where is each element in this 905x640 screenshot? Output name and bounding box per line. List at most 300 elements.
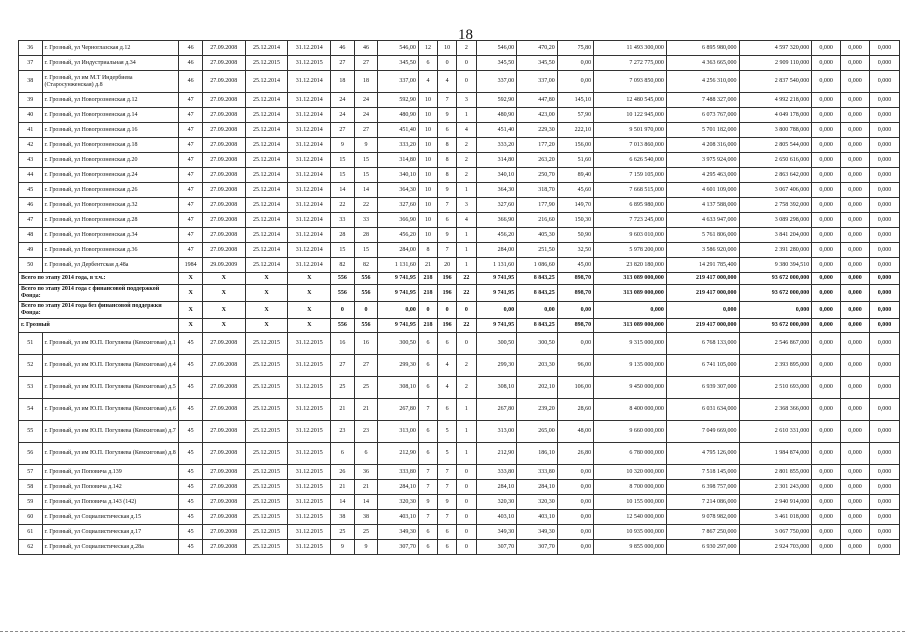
cell-i: 75,80 bbox=[557, 41, 593, 56]
cell-j: 7 668 515,000 bbox=[594, 183, 667, 198]
summary-cell-x4: X bbox=[288, 273, 331, 285]
cell-d: 10 bbox=[418, 138, 437, 153]
cell-h: 318,70 bbox=[517, 183, 558, 198]
cell-b: 15 bbox=[354, 243, 378, 258]
summary-cell-x3: X bbox=[245, 285, 288, 302]
cell-m: 0,000 bbox=[812, 213, 841, 228]
cell-b: 22 bbox=[354, 198, 378, 213]
cell-j: 8 700 000,000 bbox=[594, 480, 667, 495]
summary-cell-o: 0,000 bbox=[869, 285, 899, 302]
cell-d: 10 bbox=[418, 183, 437, 198]
cell-l: 2 650 616,000 bbox=[739, 153, 812, 168]
cell-m: 0,000 bbox=[812, 108, 841, 123]
cell-o: 0,000 bbox=[869, 56, 899, 71]
cell-b: 18 bbox=[354, 71, 378, 93]
cell-k: 4 795 126,000 bbox=[666, 443, 739, 465]
cell-d1: 27.09.2008 bbox=[202, 399, 245, 421]
cell-g: 345,50 bbox=[476, 56, 517, 71]
cell-m: 0,000 bbox=[812, 153, 841, 168]
cell-a: 14 bbox=[331, 495, 355, 510]
cell-a: 82 bbox=[331, 258, 355, 273]
cell-d3: 31.12.2014 bbox=[288, 213, 331, 228]
summary-cell-x3: X bbox=[245, 319, 288, 333]
cell-b: 9 bbox=[354, 540, 378, 555]
cell-o: 0,000 bbox=[869, 71, 899, 93]
cell-h: 251,50 bbox=[517, 243, 558, 258]
summary-cell-o: 0,000 bbox=[869, 273, 899, 285]
cell-m: 0,000 bbox=[812, 138, 841, 153]
cell-m: 0,000 bbox=[812, 168, 841, 183]
cell-o: 0,000 bbox=[869, 243, 899, 258]
cell-e: 4 bbox=[438, 355, 457, 377]
cell-i: 45,00 bbox=[557, 258, 593, 273]
table-row bbox=[19, 243, 900, 258]
cell-o: 0,000 bbox=[869, 93, 899, 108]
cell-n: 0,000 bbox=[841, 399, 870, 421]
cell-addr: г. Грозный, ул им Ю.П. Погуляева (Кемхиговая) д.1 bbox=[42, 333, 179, 355]
cell-year: 47 bbox=[179, 228, 203, 243]
cell-n: 0,000 bbox=[841, 41, 870, 56]
cell-d1: 27.09.2008 bbox=[202, 377, 245, 399]
cell-k: 3 586 920,000 bbox=[666, 243, 739, 258]
cell-d2: 25.12.2015 bbox=[245, 465, 288, 480]
cell-k: 7 214 086,000 bbox=[666, 495, 739, 510]
cell-m: 0,000 bbox=[812, 333, 841, 355]
cell-l: 4 597 320,000 bbox=[739, 41, 812, 56]
cell-addr: г. Грозный, ул Черноглазская д.12 bbox=[42, 41, 179, 56]
cell-i: 0,00 bbox=[557, 540, 593, 555]
cell-l: 2 546 867,000 bbox=[739, 333, 812, 355]
cell-d2: 25.12.2014 bbox=[245, 93, 288, 108]
cell-d2: 25.12.2014 bbox=[245, 183, 288, 198]
cell-d3: 31.12.2015 bbox=[288, 510, 331, 525]
cell-f: 0 bbox=[457, 495, 476, 510]
summary-cell-m: 0,000 bbox=[812, 273, 841, 285]
cell-j: 7 272 775,000 bbox=[594, 56, 667, 71]
cell-b: 46 bbox=[354, 41, 378, 56]
summary-cell-j: 313 089 000,000 bbox=[594, 285, 667, 302]
cell-l: 2 610 331,000 bbox=[739, 421, 812, 443]
cell-l: 2 758 392,000 bbox=[739, 198, 812, 213]
cell-n: 0,000 bbox=[841, 525, 870, 540]
cell-c: 320,30 bbox=[378, 495, 419, 510]
cell-addr: г. Грозный, ул Новогрозненская д.32 bbox=[42, 198, 179, 213]
cell-c: 284,00 bbox=[378, 243, 419, 258]
summary-cell-o: 0,000 bbox=[869, 302, 899, 319]
cell-no: 48 bbox=[19, 228, 43, 243]
cell-n: 0,000 bbox=[841, 168, 870, 183]
summary-cell-k: 219 417 000,000 bbox=[666, 285, 739, 302]
cell-no: 45 bbox=[19, 183, 43, 198]
cell-d3: 31.12.2015 bbox=[288, 377, 331, 399]
cell-l: 2 924 703,000 bbox=[739, 540, 812, 555]
cell-d1: 27.09.2008 bbox=[202, 56, 245, 71]
cell-l: 4 049 178,000 bbox=[739, 108, 812, 123]
summary-cell-x3: X bbox=[245, 273, 288, 285]
cell-m: 0,000 bbox=[812, 465, 841, 480]
cell-d1: 27.09.2008 bbox=[202, 443, 245, 465]
cell-d: 10 bbox=[418, 153, 437, 168]
cell-d3: 31.12.2014 bbox=[288, 228, 331, 243]
cell-g: 284,10 bbox=[476, 480, 517, 495]
cell-h: 202,10 bbox=[517, 377, 558, 399]
cell-no: 41 bbox=[19, 123, 43, 138]
summary-row bbox=[19, 302, 900, 319]
cell-m: 0,000 bbox=[812, 443, 841, 465]
cell-no: 36 bbox=[19, 41, 43, 56]
cell-j: 9 855 000,000 bbox=[594, 540, 667, 555]
cell-j: 10 320 000,000 bbox=[594, 465, 667, 480]
cell-no: 44 bbox=[19, 168, 43, 183]
cell-d3: 31.12.2014 bbox=[288, 243, 331, 258]
cell-d2: 25.12.2015 bbox=[245, 495, 288, 510]
cell-addr: г. Грозный, ул им Ю.П. Погуляева (Кемхиговая) д.7 bbox=[42, 421, 179, 443]
cell-b: 36 bbox=[354, 465, 378, 480]
summary-cell-n: 0,000 bbox=[841, 319, 870, 333]
cell-year: 1984 bbox=[179, 258, 203, 273]
cell-a: 21 bbox=[331, 480, 355, 495]
cell-l: 3 461 018,000 bbox=[739, 510, 812, 525]
summary-cell-h: 8 843,25 bbox=[517, 319, 558, 333]
summary-cell-x4: X bbox=[288, 319, 331, 333]
cell-k: 6 398 757,000 bbox=[666, 480, 739, 495]
cell-c: 267,80 bbox=[378, 399, 419, 421]
cell-g: 307,70 bbox=[476, 540, 517, 555]
table-row bbox=[19, 377, 900, 399]
cell-n: 0,000 bbox=[841, 123, 870, 138]
cell-k: 4 363 665,000 bbox=[666, 56, 739, 71]
table-row bbox=[19, 138, 900, 153]
cell-c: 314,80 bbox=[378, 153, 419, 168]
cell-j: 12 480 545,000 bbox=[594, 93, 667, 108]
cell-l: 3 089 298,000 bbox=[739, 213, 812, 228]
summary-cell-e: 196 bbox=[438, 319, 457, 333]
summary-cell-a: 0 bbox=[331, 302, 355, 319]
cell-k: 6 939 307,000 bbox=[666, 377, 739, 399]
page-number: 18 bbox=[458, 27, 473, 43]
table-row bbox=[19, 540, 900, 555]
cell-g: 267,80 bbox=[476, 399, 517, 421]
cell-c: 546,00 bbox=[378, 41, 419, 56]
summary-cell-a: 556 bbox=[331, 273, 355, 285]
cell-a: 26 bbox=[331, 465, 355, 480]
cell-d3: 31.12.2014 bbox=[288, 138, 331, 153]
cell-o: 0,000 bbox=[869, 355, 899, 377]
table-row bbox=[19, 93, 900, 108]
cell-k: 9 078 982,000 bbox=[666, 510, 739, 525]
cell-g: 456,20 bbox=[476, 228, 517, 243]
cell-d3: 31.12.2015 bbox=[288, 443, 331, 465]
cell-b: 27 bbox=[354, 123, 378, 138]
summary-cell-c: 9 741,95 bbox=[378, 319, 419, 333]
cell-addr: г. Грозный, ул Новогрозненская д.34 bbox=[42, 228, 179, 243]
cell-b: 14 bbox=[354, 183, 378, 198]
cell-k: 6 930 297,000 bbox=[666, 540, 739, 555]
summary-cell-f: 22 bbox=[457, 319, 476, 333]
cell-l: 2 863 642,000 bbox=[739, 168, 812, 183]
cell-b: 24 bbox=[354, 108, 378, 123]
cell-e: 5 bbox=[438, 421, 457, 443]
cell-m: 0,000 bbox=[812, 228, 841, 243]
cell-f: 0 bbox=[457, 333, 476, 355]
cell-d3: 31.12.2014 bbox=[288, 41, 331, 56]
summary-cell-j: 313 089 000,000 bbox=[594, 273, 667, 285]
cell-e: 4 bbox=[438, 71, 457, 93]
cell-j: 6 780 000,000 bbox=[594, 443, 667, 465]
cell-addr: г. Грозный, ул Новогрозненская д.12 bbox=[42, 93, 179, 108]
cell-n: 0,000 bbox=[841, 243, 870, 258]
cell-o: 0,000 bbox=[869, 399, 899, 421]
cell-d1: 27.09.2008 bbox=[202, 183, 245, 198]
cell-b: 38 bbox=[354, 510, 378, 525]
cell-h: 345,50 bbox=[517, 56, 558, 71]
summary-cell-k: 0,000 bbox=[666, 302, 739, 319]
cell-d3: 31.12.2014 bbox=[288, 258, 331, 273]
cell-h: 265,00 bbox=[517, 421, 558, 443]
cell-d1: 27.09.2008 bbox=[202, 198, 245, 213]
cell-a: 23 bbox=[331, 421, 355, 443]
cell-f: 1 bbox=[457, 228, 476, 243]
cell-j: 9 501 970,000 bbox=[594, 123, 667, 138]
cell-m: 0,000 bbox=[812, 71, 841, 93]
cell-h: 300,50 bbox=[517, 333, 558, 355]
cell-addr: г. Грозный, ул им Ю.П. Погуляева (Кемхиговая) д.8 bbox=[42, 443, 179, 465]
cell-no: 49 bbox=[19, 243, 43, 258]
cell-h: 239,20 bbox=[517, 399, 558, 421]
table-body bbox=[19, 41, 900, 555]
cell-i: 51,60 bbox=[557, 153, 593, 168]
cell-i: 222,10 bbox=[557, 123, 593, 138]
cell-d3: 31.12.2015 bbox=[288, 465, 331, 480]
cell-year: 45 bbox=[179, 495, 203, 510]
cell-g: 314,80 bbox=[476, 153, 517, 168]
summary-cell-g: 9 741,95 bbox=[476, 273, 517, 285]
cell-j: 9 450 000,000 bbox=[594, 377, 667, 399]
cell-o: 0,000 bbox=[869, 108, 899, 123]
cell-k: 4 295 463,000 bbox=[666, 168, 739, 183]
cell-h: 1 086,60 bbox=[517, 258, 558, 273]
cell-e: 8 bbox=[438, 168, 457, 183]
cell-a: 9 bbox=[331, 540, 355, 555]
cell-h: 405,30 bbox=[517, 228, 558, 243]
cell-i: 32,50 bbox=[557, 243, 593, 258]
cell-l: 2 301 243,000 bbox=[739, 480, 812, 495]
summary-row bbox=[19, 319, 900, 333]
cell-i: 0,00 bbox=[557, 71, 593, 93]
summary-cell-h: 8 843,25 bbox=[517, 285, 558, 302]
cell-a: 15 bbox=[331, 243, 355, 258]
cell-h: 186,10 bbox=[517, 443, 558, 465]
cell-d1: 27.09.2008 bbox=[202, 243, 245, 258]
cell-e: 7 bbox=[438, 243, 457, 258]
table-row bbox=[19, 153, 900, 168]
cell-h: 284,10 bbox=[517, 480, 558, 495]
cell-d2: 25.12.2014 bbox=[245, 71, 288, 93]
cell-no: 57 bbox=[19, 465, 43, 480]
cell-e: 7 bbox=[438, 510, 457, 525]
cell-year: 46 bbox=[179, 56, 203, 71]
cell-g: 1 131,60 bbox=[476, 258, 517, 273]
cell-o: 0,000 bbox=[869, 525, 899, 540]
summary-cell-l: 93 672 000,000 bbox=[739, 273, 812, 285]
cell-k: 4 256 310,000 bbox=[666, 71, 739, 93]
summary-cell-x1: X bbox=[179, 273, 203, 285]
cell-j: 9 315 000,000 bbox=[594, 333, 667, 355]
cell-d: 10 bbox=[418, 213, 437, 228]
cell-i: 150,30 bbox=[557, 213, 593, 228]
summary-label: Всего по этапу 2014 года без финансовой поддержки Фонда: bbox=[19, 302, 179, 319]
cell-f: 1 bbox=[457, 421, 476, 443]
cell-e: 5 bbox=[438, 443, 457, 465]
cell-g: 451,40 bbox=[476, 123, 517, 138]
cell-d: 6 bbox=[418, 56, 437, 71]
cell-b: 24 bbox=[354, 93, 378, 108]
cell-g: 212,90 bbox=[476, 443, 517, 465]
cell-f: 1 bbox=[457, 443, 476, 465]
summary-cell-f: 0 bbox=[457, 302, 476, 319]
cell-b: 27 bbox=[354, 355, 378, 377]
cell-c: 1 131,60 bbox=[378, 258, 419, 273]
summary-cell-f: 22 bbox=[457, 273, 476, 285]
cell-c: 456,20 bbox=[378, 228, 419, 243]
cell-d: 7 bbox=[418, 480, 437, 495]
cell-year: 47 bbox=[179, 243, 203, 258]
cell-d3: 31.12.2014 bbox=[288, 198, 331, 213]
cell-j: 6 626 540,000 bbox=[594, 153, 667, 168]
summary-cell-m: 0,000 bbox=[812, 285, 841, 302]
cell-m: 0,000 bbox=[812, 93, 841, 108]
cell-g: 313,00 bbox=[476, 421, 517, 443]
table-row bbox=[19, 183, 900, 198]
cell-o: 0,000 bbox=[869, 377, 899, 399]
cell-l: 2 837 540,000 bbox=[739, 71, 812, 93]
cell-d3: 31.12.2014 bbox=[288, 183, 331, 198]
cell-d3: 31.12.2014 bbox=[288, 153, 331, 168]
cell-n: 0,000 bbox=[841, 421, 870, 443]
cell-j: 23 820 180,000 bbox=[594, 258, 667, 273]
table-row bbox=[19, 480, 900, 495]
cell-l: 2 368 366,000 bbox=[739, 399, 812, 421]
cell-year: 46 bbox=[179, 41, 203, 56]
cell-year: 45 bbox=[179, 399, 203, 421]
cell-c: 300,50 bbox=[378, 333, 419, 355]
cell-e: 9 bbox=[438, 183, 457, 198]
summary-cell-x1: X bbox=[179, 285, 203, 302]
cell-g: 300,50 bbox=[476, 333, 517, 355]
cell-d3: 31.12.2015 bbox=[288, 421, 331, 443]
cell-e: 6 bbox=[438, 540, 457, 555]
cell-d: 10 bbox=[418, 123, 437, 138]
cell-no: 56 bbox=[19, 443, 43, 465]
cell-i: 0,00 bbox=[557, 495, 593, 510]
cell-o: 0,000 bbox=[869, 168, 899, 183]
cell-year: 45 bbox=[179, 421, 203, 443]
cell-k: 7 049 669,000 bbox=[666, 421, 739, 443]
cell-a: 21 bbox=[331, 399, 355, 421]
cell-no: 38 bbox=[19, 71, 43, 93]
cell-n: 0,000 bbox=[841, 138, 870, 153]
cell-d2: 25.12.2014 bbox=[245, 138, 288, 153]
cell-f: 0 bbox=[457, 510, 476, 525]
cell-n: 0,000 bbox=[841, 71, 870, 93]
cell-g: 333,20 bbox=[476, 138, 517, 153]
cell-a: 22 bbox=[331, 198, 355, 213]
cell-j: 9 603 010,000 bbox=[594, 228, 667, 243]
cell-e: 7 bbox=[438, 465, 457, 480]
cell-i: 149,70 bbox=[557, 198, 593, 213]
cell-l: 2 391 280,000 bbox=[739, 243, 812, 258]
cell-j: 7 093 850,000 bbox=[594, 71, 667, 93]
cell-year: 45 bbox=[179, 355, 203, 377]
cell-year: 47 bbox=[179, 168, 203, 183]
cell-d: 6 bbox=[418, 525, 437, 540]
cell-addr: г. Грозный, ул Новогрозненская д.28 bbox=[42, 213, 179, 228]
cell-no: 54 bbox=[19, 399, 43, 421]
cell-f: 2 bbox=[457, 377, 476, 399]
cell-o: 0,000 bbox=[869, 138, 899, 153]
cell-d2: 25.12.2014 bbox=[245, 258, 288, 273]
cell-i: 156,00 bbox=[557, 138, 593, 153]
cell-d3: 31.12.2014 bbox=[288, 93, 331, 108]
cell-m: 0,000 bbox=[812, 41, 841, 56]
cell-year: 47 bbox=[179, 213, 203, 228]
cell-a: 16 bbox=[331, 333, 355, 355]
cell-b: 14 bbox=[354, 495, 378, 510]
cell-m: 0,000 bbox=[812, 243, 841, 258]
cell-year: 47 bbox=[179, 108, 203, 123]
cell-e: 9 bbox=[438, 495, 457, 510]
cell-l: 2 510 693,000 bbox=[739, 377, 812, 399]
summary-cell-x2: X bbox=[202, 285, 245, 302]
cell-f: 2 bbox=[457, 355, 476, 377]
cell-h: 177,20 bbox=[517, 138, 558, 153]
cell-e: 0 bbox=[438, 56, 457, 71]
cell-i: 0,00 bbox=[557, 510, 593, 525]
cell-i: 45,60 bbox=[557, 183, 593, 198]
cell-n: 0,000 bbox=[841, 355, 870, 377]
cell-k: 3 975 924,000 bbox=[666, 153, 739, 168]
cell-e: 10 bbox=[438, 41, 457, 56]
cell-year: 47 bbox=[179, 183, 203, 198]
cell-h: 333,80 bbox=[517, 465, 558, 480]
cell-a: 46 bbox=[331, 41, 355, 56]
table-row bbox=[19, 355, 900, 377]
cell-b: 15 bbox=[354, 153, 378, 168]
cell-d1: 27.09.2008 bbox=[202, 93, 245, 108]
summary-cell-d: 218 bbox=[418, 273, 437, 285]
cell-d3: 31.12.2015 bbox=[288, 495, 331, 510]
cell-o: 0,000 bbox=[869, 480, 899, 495]
cell-e: 6 bbox=[438, 333, 457, 355]
cell-d2: 25.12.2015 bbox=[245, 355, 288, 377]
cell-j: 8 400 000,000 bbox=[594, 399, 667, 421]
table-row bbox=[19, 443, 900, 465]
cell-d2: 25.12.2015 bbox=[245, 56, 288, 71]
cell-b: 25 bbox=[354, 525, 378, 540]
cell-c: 333,20 bbox=[378, 138, 419, 153]
cell-d: 4 bbox=[418, 71, 437, 93]
cell-g: 327,60 bbox=[476, 198, 517, 213]
cell-l: 4 992 218,000 bbox=[739, 93, 812, 108]
cell-d1: 27.09.2008 bbox=[202, 495, 245, 510]
table-row bbox=[19, 495, 900, 510]
cell-d2: 25.12.2014 bbox=[245, 228, 288, 243]
cell-addr: г. Грозный, ул им Ю.П. Погуляева (Кемхиговая) д.4 bbox=[42, 355, 179, 377]
cell-year: 45 bbox=[179, 443, 203, 465]
cell-g: 349,30 bbox=[476, 525, 517, 540]
cell-j: 7 723 245,000 bbox=[594, 213, 667, 228]
cell-d2: 25.12.2015 bbox=[245, 443, 288, 465]
